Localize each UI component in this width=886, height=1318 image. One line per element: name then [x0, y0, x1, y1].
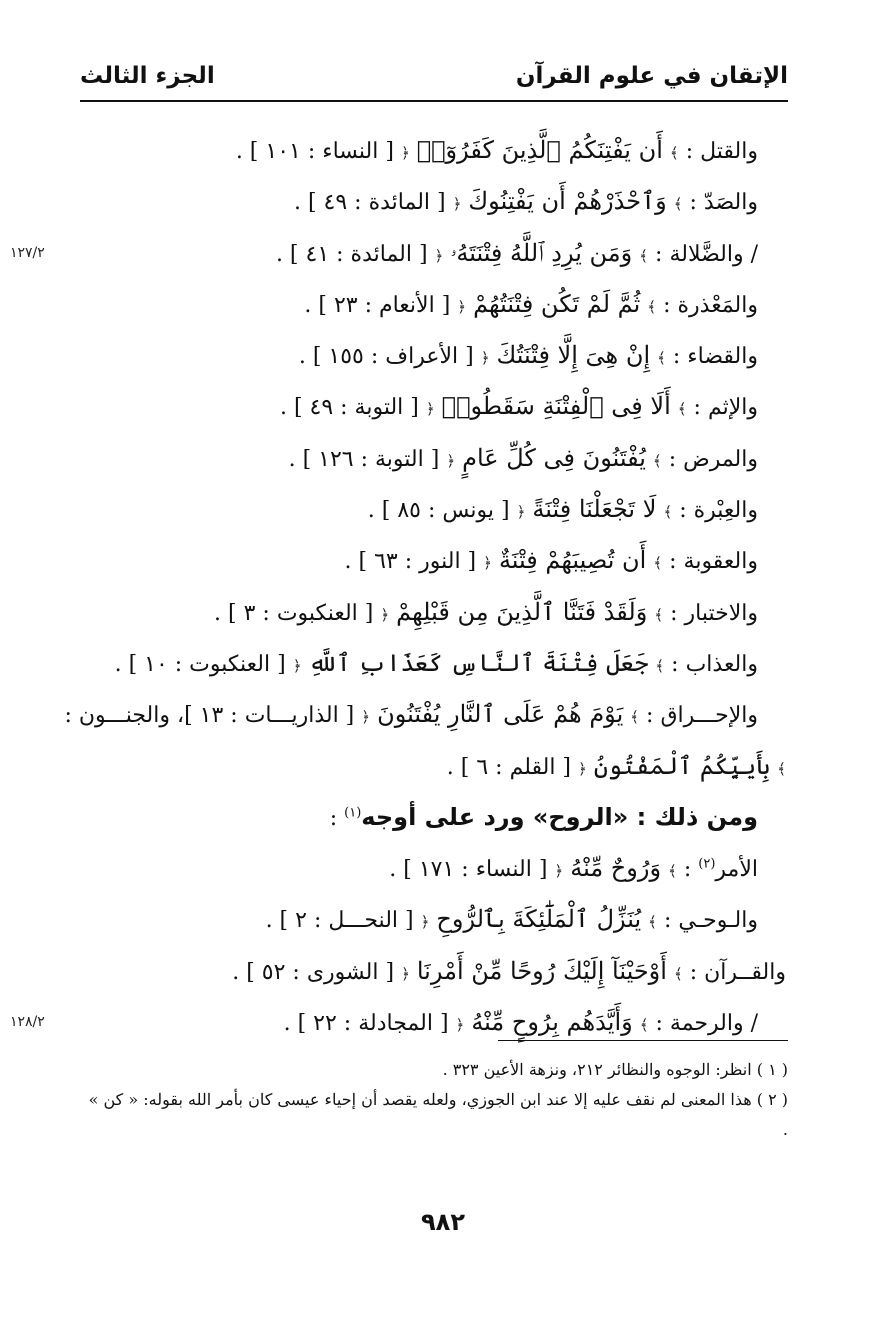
quran-quote: أَلَا فِى ٱلْفِتْنَةِ سَقَطُوا۟: [441, 392, 671, 421]
text-line: [78, 433, 758, 484]
quran-quote: بِأَييِّكُمُ ٱلْمَفْتُونُ: [593, 751, 771, 780]
quran-quote: إِنْ هِىَ إِلَّا فِتْنَتُكَ: [496, 341, 651, 370]
line-label: والقضاء :: [665, 344, 758, 370]
quran-quote: وَرُوحٌ مِّنْهُ: [570, 854, 662, 883]
line-label-tail: :: [676, 857, 699, 883]
line-label: والمرض :: [661, 446, 758, 472]
ornament-close: ﴿: [434, 246, 444, 265]
section-heading: [78, 792, 758, 843]
footnotes: [80, 1055, 788, 1145]
ornament-close: ﴿: [516, 503, 526, 522]
verse-ref: [ النحـــل : ٢ ] .: [265, 908, 421, 934]
text-line: [10, 228, 758, 279]
verse-ref: [ النور : ٦٣ ] .: [344, 549, 484, 575]
quran-quote: ثُمَّ لَمْ تَكُن فِتْنَتُهُمْ: [473, 289, 641, 318]
ornament-open: ﴾: [673, 195, 683, 214]
ornament-close: ﴿: [457, 297, 467, 316]
ornament-open: ﴾: [630, 708, 640, 727]
quran-quote: وَلَقَدْ فَتَنَّا ٱلَّذِينَ مِن قَبْلِهِمْ: [396, 597, 648, 626]
ornament-close: ﴿: [480, 349, 490, 368]
verse-ref: [ العنكبوت : ١٠ ] .: [114, 651, 293, 677]
line-label: والعقوبة :: [662, 549, 758, 575]
text-line: [78, 638, 758, 689]
verse-ref: [ المائدة : ٤١ ] .: [275, 241, 435, 267]
quran-quote: يَوْمَ هُمْ عَلَى ٱلنَّارِ يُفْتَنُونَ: [377, 700, 624, 729]
text-line: [78, 330, 758, 381]
ornament-open: ﴾: [663, 503, 673, 522]
ornament-close: ﴿: [578, 759, 587, 778]
footnote-ref: (١): [344, 805, 362, 821]
ornament-open: ﴾: [639, 246, 649, 265]
verse-ref: [ القلم : ٦ ] .: [446, 754, 579, 780]
verse-ref: [ العنكبوت : ٣ ] .: [214, 600, 381, 626]
ornament-open: ﴾: [654, 605, 664, 624]
verse-ref: [ الذاريـــات : ١٣ ]، والجنـــون :: [64, 703, 362, 729]
line-label: الأمر: [715, 857, 758, 883]
footnote: ( ٢ ) هذا المعنى لم نقف عليه إلا عند ابن الجوزي، ولعله يقصد أن إحياء عيسى كان بأمر الله بقوله: « كن » .: [88, 1090, 788, 1139]
margin-marker: ١٢٧/٢: [10, 244, 45, 261]
text-line: [78, 587, 758, 638]
ornament-open: ﴾: [653, 554, 663, 573]
line-label: / والرحمة :: [648, 1011, 758, 1037]
verse-ref: [ المجادلة : ٢٢ ] .: [283, 1011, 456, 1037]
text-line: [78, 381, 758, 432]
line-label: والإحـــراق :: [639, 703, 758, 729]
text-line: [78, 176, 758, 227]
line-label: والاختبار :: [663, 600, 758, 626]
main-text: [10, 125, 786, 1048]
line-label: والإثم :: [686, 395, 758, 421]
ornament-close: ﴿: [380, 605, 390, 624]
ornament-open: ﴾: [668, 862, 677, 881]
ornament-close: ﴿: [292, 656, 302, 675]
text-line: [78, 946, 786, 997]
verse-ref: [ الأنعام : ٢٣ ] .: [304, 292, 458, 318]
line-label: والصَدّ :: [682, 190, 758, 216]
text-line: [78, 894, 758, 945]
text-line: [78, 535, 758, 586]
text-line: [78, 125, 758, 176]
line-label: والـوحـي :: [656, 908, 758, 934]
heading-text: ومن ذلك : «الروح» ورد على أوجه: [361, 802, 758, 831]
quran-quote: يُفْتَنُونَ فِى كُلِّ عَامٍ: [462, 443, 646, 472]
line-label: والقــرآن :: [682, 959, 786, 985]
ornament-open: ﴾: [655, 656, 665, 675]
ornament-open: ﴾: [652, 451, 662, 470]
ornament-close: ﴿: [420, 913, 430, 932]
ornament-open: ﴾: [673, 964, 683, 983]
book-title: الإتقان في علوم القرآن: [515, 63, 788, 89]
margin-marker: ١٢٨/٢: [10, 1014, 45, 1031]
line-label: والمَعْذرة :: [656, 292, 758, 318]
ornament-open: ﴾: [777, 759, 786, 778]
verse-ref: [ النساء : ١٧١ ] .: [389, 857, 555, 883]
verse-ref: [ يونس : ٨٥ ] .: [367, 498, 517, 524]
ornament-close: ﴿: [554, 862, 564, 881]
ornament-close: ﴿: [401, 964, 410, 983]
quran-quote: أَن يَفْتِنَكُمُ ٱلَّذِينَ كَفَرُوٓا۟: [416, 136, 663, 164]
footnote: ( ١ ) انظر: الوجوه والنظائر ٢١٢، ونزهة الأعين ٣٢٣ .: [442, 1060, 788, 1079]
line-label: والعذاب :: [664, 651, 758, 677]
quran-quote: وَأَيَّدَهُم بِرُوحٍ مِّنْهُ: [471, 1008, 633, 1037]
ornament-close: ﴿: [400, 144, 410, 162]
quran-quote: يُنَزِّلُ ٱلْمَلَٰٓئِكَةَ بِٱلرُّوحِ: [436, 905, 642, 934]
text-line: [78, 741, 786, 792]
quran-quote: جَعَلَ فِتْنَةَ ٱلنَّاسِ كَعَذَابِ ٱللَّهِ: [308, 648, 649, 677]
quran-quote: وَٱحْذَرْهُمْ أَن يَفْتِنُوكَ: [468, 187, 667, 216]
verse-ref: [ التوبة : ٤٩ ] .: [279, 395, 426, 421]
ornament-close: ﴿: [483, 554, 492, 573]
line-label: والقتل :: [678, 139, 758, 164]
quran-quote: أَوْحَيْنَآ إِلَيْكَ رُوحًا مِّنْ أَمْرِنَا: [416, 956, 667, 985]
quran-quote: وَمَن يُرِدِ ٱللَّهُ فِتْنَتَهُۥ: [450, 238, 633, 267]
ornament-open: ﴾: [669, 144, 679, 162]
ornament-open: ﴾: [639, 1016, 649, 1035]
verse-ref: [ الشورى : ٥٢ ] .: [232, 959, 402, 985]
line-label: والعِبْرة :: [672, 498, 758, 524]
ornament-close: ﴿: [425, 400, 435, 419]
quran-quote: أَن تُصِيبَهُمْ فِتْنَةٌ: [498, 546, 647, 575]
ornament-open: ﴾: [657, 349, 666, 368]
text-line: [78, 279, 758, 330]
ornament-open: ﴾: [677, 400, 687, 419]
ornament-close: ﴿: [452, 195, 462, 214]
ornament-close: ﴿: [455, 1016, 465, 1035]
verse-ref: [ المائدة : ٤٩ ] .: [293, 190, 453, 216]
running-header: [80, 52, 788, 102]
heading-tail: :: [329, 805, 345, 831]
text-line: [78, 843, 758, 894]
ornament-close: ﴿: [446, 451, 456, 470]
ornament-close: ﴿: [361, 708, 371, 727]
page-number: ٩٨٢: [421, 1208, 465, 1236]
line-label: / والضَّلالة :: [648, 241, 758, 267]
ornament-open: ﴾: [647, 297, 657, 316]
quran-quote: لَا تَجْعَلْنَا فِتْنَةً: [532, 495, 657, 524]
verse-ref: [ النساء : ١٠١ ] .: [235, 139, 401, 164]
volume-label: الجزء الثالث: [80, 63, 215, 89]
verse-ref: [ الأعراف : ١٥٥ ] .: [298, 344, 481, 370]
footnote-ref: (٢): [698, 856, 716, 872]
text-line: [78, 484, 758, 535]
verse-ref: [ التوبة : ١٢٦ ] .: [288, 446, 447, 472]
footnote-divider: [498, 1040, 788, 1041]
text-line: [28, 689, 758, 740]
ornament-open: ﴾: [648, 913, 657, 932]
